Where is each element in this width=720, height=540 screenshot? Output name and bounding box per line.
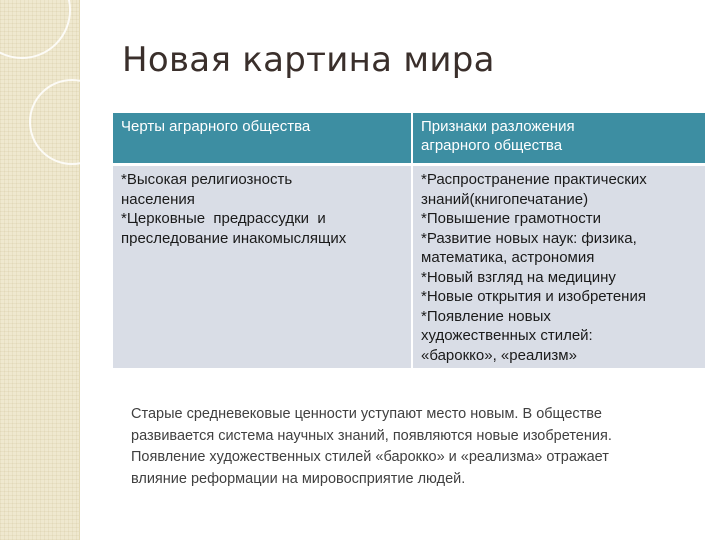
cell-decline-signs: [412, 165, 705, 369]
cell-agrarian-features: [113, 165, 412, 369]
header-agrarian-features: [113, 113, 412, 165]
cell-line: «барокко», «реализм»: [421, 346, 577, 364]
summary-line: Появление художественных стилей «барокко» и «реализма» отражает: [131, 449, 609, 465]
cell-line: *Высокая религиозность: [121, 171, 293, 188]
summary-line: Старые средневековые ценности уступают место новым. В обществе: [131, 406, 602, 422]
cell-line: преследование инакомыслящих: [121, 229, 347, 247]
cell-line: населения: [121, 190, 195, 208]
summary-line: влияние реформации на мировосприятие людей.: [131, 470, 466, 487]
header-line: Черты аграрного общества: [121, 118, 311, 135]
features-table: [113, 113, 705, 368]
cell-line: художественных стилей:: [421, 327, 593, 344]
cell-line: *Повышение грамотности: [421, 210, 601, 227]
slide-title: Новая картина мира: [122, 40, 495, 80]
cell-line: *Новый взгляд на медицину: [421, 268, 616, 286]
summary-line: развивается система научных знаний, появляются новые изобретения.: [131, 427, 612, 444]
cell-line: знаний(книгопечатание): [421, 190, 589, 208]
cell-line: математика, астрономия: [421, 249, 595, 266]
header-line: аграрного общества: [421, 137, 563, 154]
table-row: [113, 165, 705, 369]
table-header-row: [113, 113, 705, 165]
cell-line: *Новые открытия и изобретения: [421, 288, 646, 305]
cell-line: *Появление новых: [421, 307, 551, 325]
cell-line: *Распространение практических: [421, 171, 647, 188]
cell-line: *Развитие новых наук: физика,: [421, 229, 637, 247]
header-decline-signs: [412, 113, 705, 165]
cell-line: *Церковные предрассудки и: [121, 210, 326, 227]
summary-paragraph: [131, 404, 612, 490]
header-line: Признаки разложения: [421, 118, 575, 135]
